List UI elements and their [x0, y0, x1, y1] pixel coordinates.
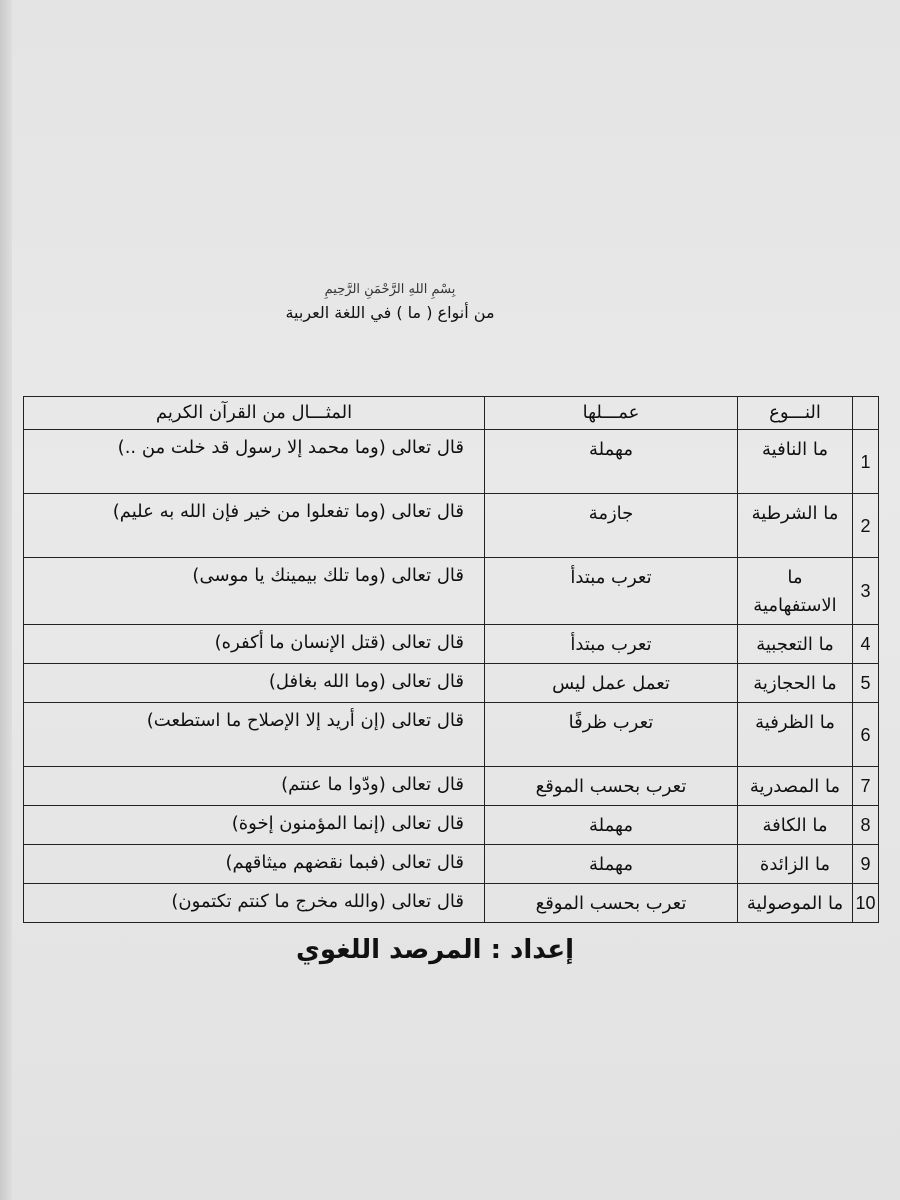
basmala: بِسْمِ اللهِ الرَّحْمَنِ الرَّحِيمِ [324, 282, 456, 297]
row-number: 2 [853, 494, 879, 558]
row-number: 5 [853, 664, 879, 703]
row-number: 8 [853, 806, 879, 845]
row-function: مهملة [485, 430, 738, 494]
header-number [853, 397, 879, 430]
row-example: قال تعالى (فبما نقضهم ميثاقهم) [24, 845, 485, 884]
row-number: 4 [853, 625, 879, 664]
row-function: مهملة [485, 845, 738, 884]
prepared-by-credit: إعداد : المرصد اللغوي [295, 935, 574, 965]
table-row [24, 430, 879, 494]
row-function: تعمل عمل ليس [485, 664, 738, 703]
row-type: ما المصدرية [738, 767, 853, 806]
types-of-ma-table [23, 396, 879, 923]
row-number: 6 [853, 703, 879, 767]
row-number: 9 [853, 845, 879, 884]
document-header [0, 282, 900, 322]
page-edge [0, 0, 12, 1200]
document-title: من أنواع ( ما ) في اللغة العربية [285, 303, 495, 322]
row-type: ما النافية [738, 430, 853, 494]
row-example: قال تعالى (قتل الإنسان ما أكفره) [24, 625, 485, 664]
table-row [24, 664, 879, 703]
row-type: ما الظرفية [738, 703, 853, 767]
header-function: عمـــلها [485, 397, 738, 430]
table-row [24, 558, 879, 625]
row-example: قال تعالى (وما الله بغافل) [24, 664, 485, 703]
table-row [24, 767, 879, 806]
row-number: 1 [853, 430, 879, 494]
table-row [24, 884, 879, 923]
table-row [24, 703, 879, 767]
table-row [24, 494, 879, 558]
row-function: تعرب مبتدأ [485, 558, 738, 625]
row-example: قال تعالى (إن أريد إلا الإصلاح ما استطعت) [24, 703, 485, 767]
row-example: قال تعالى (إنما المؤمنون إخوة) [24, 806, 485, 845]
row-example: قال تعالى (ودّوا ما عنتم) [24, 767, 485, 806]
row-function: مهملة [485, 806, 738, 845]
row-example: قال تعالى (وما محمد إلا رسول قد خلت من ..) [24, 430, 485, 494]
row-type: ما التعجبية [738, 625, 853, 664]
row-function: جازمة [485, 494, 738, 558]
row-function: تعرب ظرفًا [485, 703, 738, 767]
row-function: تعرب مبتدأ [485, 625, 738, 664]
row-number: 7 [853, 767, 879, 806]
row-example: قال تعالى (والله مخرج ما كنتم تكتمون) [24, 884, 485, 923]
row-type: ما الشرطية [738, 494, 853, 558]
row-example: قال تعالى (وما تلك بيمينك يا موسى) [24, 558, 485, 625]
row-type: ما الزائدة [738, 845, 853, 884]
row-type: ما الحجازية [738, 664, 853, 703]
row-type: ما الكافة [738, 806, 853, 845]
table-row [24, 845, 879, 884]
table-row [24, 625, 879, 664]
row-number: 3 [853, 558, 879, 625]
row-number: 10 [853, 884, 879, 923]
header-example: المثـــال من القرآن الكريم [24, 397, 485, 430]
row-example: قال تعالى (وما تفعلوا من خير فإن الله به عليم) [24, 494, 485, 558]
header-type: النـــوع [738, 397, 853, 430]
table-row [24, 806, 879, 845]
row-function: تعرب بحسب الموقع [485, 884, 738, 923]
row-type: ما الاستفهامية [738, 558, 853, 625]
row-function: تعرب بحسب الموقع [485, 767, 738, 806]
row-type: ما الموصولية [738, 884, 853, 923]
